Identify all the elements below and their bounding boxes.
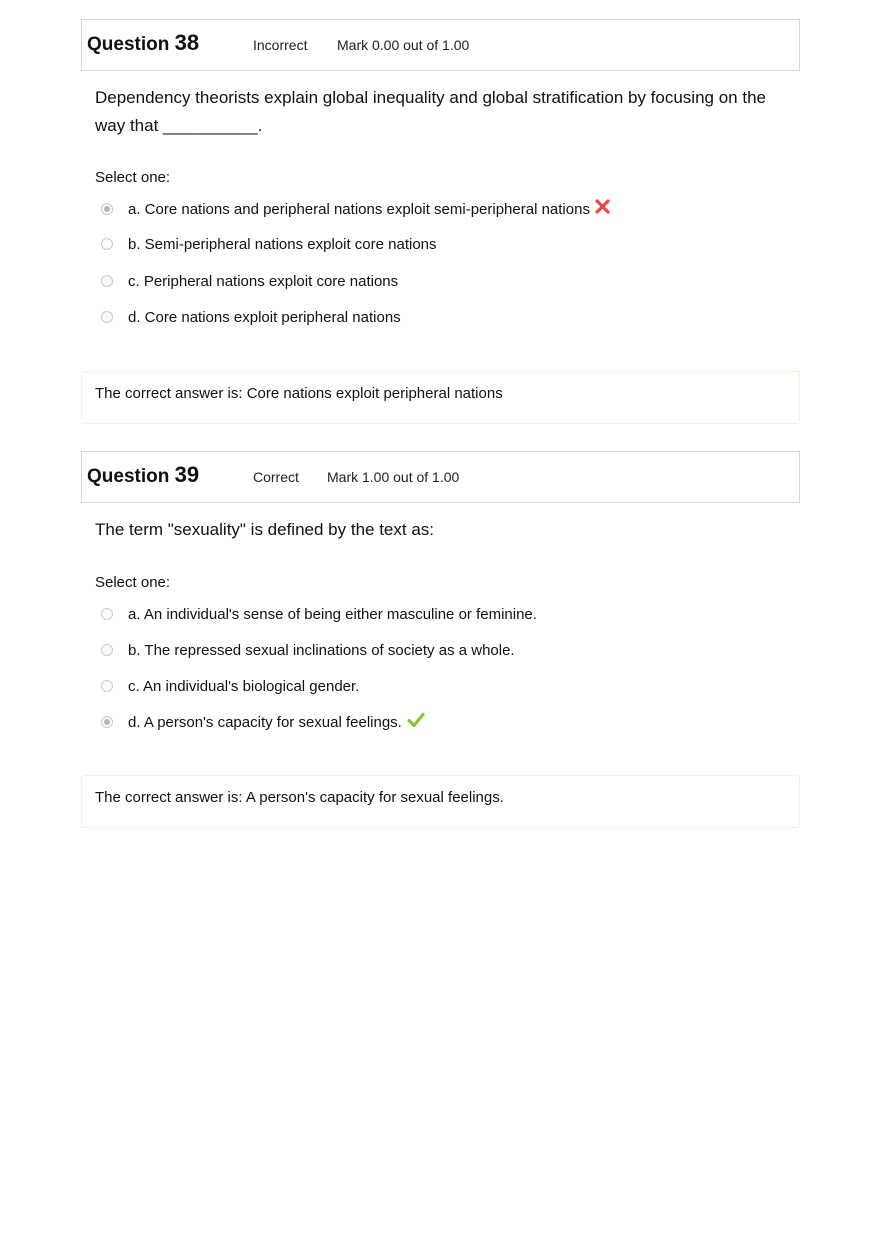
answer-option-label[interactable]: b. The repressed sexual inclinations of society as a whole. [128,641,515,659]
answer-option-label[interactable]: d. Core nations exploit peripheral nations [128,308,401,326]
question-number: 39 [174,462,200,487]
question-mark: Mark 0.00 out of 1.00 [337,37,470,53]
answer-option-b[interactable] [101,639,515,661]
correct-answer-feedback [81,775,800,828]
question-title [87,462,199,488]
correct-answer-feedback [81,371,800,424]
answer-option-c[interactable] [101,270,398,292]
answer-option-label[interactable]: c. Peripheral nations exploit core nations [128,272,399,290]
answer-option-label[interactable]: b. Semi-peripheral nations exploit core nations [128,235,437,253]
answer-option-a[interactable] [101,603,537,625]
answer-option-c[interactable] [101,675,359,697]
radio-button[interactable] [101,238,113,250]
check-icon [407,712,425,733]
answer-option-d[interactable] [101,306,401,328]
answer-option-d[interactable] [101,711,425,733]
feedback-text: The correct answer is: Core nations exploit peripheral nations [95,385,503,402]
answer-option-label[interactable]: a. An individual's sense of being either masculine or feminine. [128,605,537,623]
select-one-label: Select one: [95,574,171,591]
answer-option-label[interactable]: d. A person's capacity for sexual feelings. [128,713,402,731]
question-header [81,19,800,71]
radio-button[interactable] [101,275,113,287]
question-title-prefix: Question [87,34,170,55]
answer-option-label[interactable]: a. Core nations and peripheral nations exploit semi-peripheral nations [128,200,590,218]
feedback-text: The correct answer is: A person's capacity for sexual feelings. [95,789,504,806]
question-title-prefix: Question [87,466,170,487]
radio-button[interactable] [101,716,113,728]
radio-button[interactable] [101,311,113,323]
answer-option-a[interactable] [101,198,610,220]
question-title [87,30,199,56]
radio-button[interactable] [101,680,113,692]
question-status: Incorrect [253,37,308,53]
answer-option-label[interactable]: c. An individual's biological gender. [128,677,360,695]
radio-button[interactable] [101,608,113,620]
cross-icon [595,199,610,219]
select-one-label: Select one: [95,169,171,186]
question-header [81,451,800,503]
radio-button[interactable] [101,644,113,656]
question-status: Correct [253,469,299,485]
question-number: 38 [174,30,200,55]
answer-option-b[interactable] [101,233,437,255]
question-mark: Mark 1.00 out of 1.00 [327,469,460,485]
question-text: Dependency theorists explain global inequality and global stratification by focusing on the way that __________. [95,88,766,135]
question-text: The term "sexuality" is defined by the text as: [95,520,435,539]
radio-button[interactable] [101,203,113,215]
